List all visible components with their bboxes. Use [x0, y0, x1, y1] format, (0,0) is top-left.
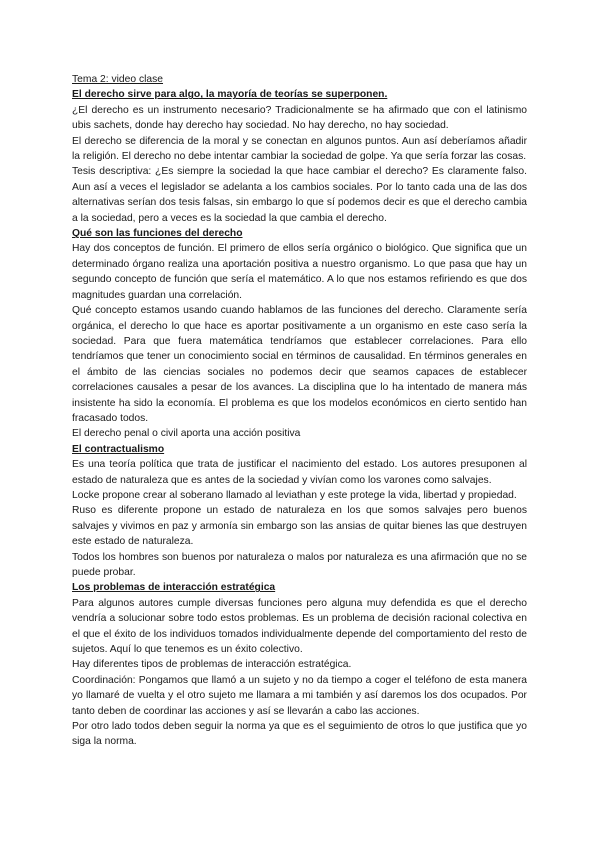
document-page — [72, 72, 527, 750]
section-heading: El contractualismo — [72, 443, 165, 455]
paragraph: Para algunos autores cumple diversas funciones pero alguna muy defendida es que el derecho vendría a solucionar sobre todo estos problemas. Es un problema de decisión racional colectiva en el que el éxito de los individuos tomados individualmente depende del comportamiento del resto de sujetos. Aquí lo que tenemos es un éxito colectivo. — [72, 597, 527, 656]
paragraph: Hay diferentes tipos de problemas de interacción estratégica. — [72, 659, 352, 671]
paragraph: Por otro lado todos deben seguir la norma ya que es el seguimiento de otros lo que justifica que yo siga la norma. — [72, 721, 527, 748]
section-heading: Los problemas de interacción estratégica — [72, 582, 276, 594]
paragraph: El derecho se diferencia de la moral y se conectan en algunos puntos. Aun así deberíamos añadir la religión. El derecho no debe intentar cambiar la sociedad de golpe. Ya que sería forzar las cosas. — [72, 135, 527, 163]
topic-title: Tema 2: video clase — [72, 74, 164, 85]
paragraph: Hay dos conceptos de función. El primero de ellos sería orgánico o biológico. Que significa que un determinado órgano realiza una aportación positiva a nuestro organismo. Lo que pasa que hay un segundo concepto de función que sería el matemático. A lo que nos estamos refiriendo es que dos magnitudes guardan una correlación. — [72, 243, 527, 301]
paragraph: Coordinación: Pongamos que llamó a un sujeto y no da tiempo a coger el teléfono de esta manera yo llamaré de vuelta y el otro sujeto me llamara a mi también y así daremos los dos ocupados. Por tanto deben de coordinar las acciones y así se llevarán a cabo las acciones. — [72, 674, 527, 717]
paragraph: Qué concepto estamos usando cuando hablamos de las funciones del derecho. Claramente sería orgánica, el derecho lo que hace es aportar positivamente a un organismo en este caso sería la sociedad. Para que fuera matemática tendríamos que establecer correlaciones. Para ello tendríamos que tener un conocimiento social en términos de causalidad. En términos generales en el ámbito de las ciencias sociales no podemos decir que seamos capaces de establecer correlaciones causales a pesar de los avances. La disciplina que lo ha intentado de manera más insistente ha sido la economía. El problema es que los modelos económicos en cierto sentido han fracasado todos. — [72, 305, 527, 424]
paragraph: Ruso es diferente propone un estado de naturaleza en los que somos salvajes pero buenos salvajes y vivimos en paz y armonía sin embargo son las ansias de quitar bienes las que destruyen este estado de naturaleza. — [72, 505, 527, 548]
section-heading: Qué son las funciones del derecho — [72, 228, 243, 240]
section-heading: El derecho sirve para algo, la mayoría de teorías se superponen. — [72, 89, 388, 101]
paragraph: Tesis descriptiva: ¿Es siempre la sociedad la que hace cambiar el derecho? Es claramente falso. Aun así a veces el legislador se adelanta a los cambios sociales. Por lo tanto cada una de las dos alternativas serían dos tesis falsas, sin embargo lo que sí podemos decir es que el derecho cambia a la sociedad, pero a veces es la sociedad la que cambia el derecho. — [72, 166, 527, 224]
paragraph: Todos los hombres son buenos por naturaleza o malos por naturaleza es una afirmación que no se puede probar. — [72, 551, 527, 578]
paragraph: ¿El derecho es un instrumento necesario? Tradicionalmente se ha afirmado que con el latinismo ubis sachets, donde hay derecho hay sociedad. No hay derecho, no hay sociedad. — [72, 104, 527, 132]
paragraph: Es una teoría política que trata de justificar el nacimiento del estado. Los autores presuponen al estado de naturaleza que es antes de la sociedad y vivían como los varones como salvajes. — [72, 459, 527, 486]
paragraph: El derecho penal o civil aporta una acción positiva — [72, 428, 301, 440]
paragraph: Locke propone crear al soberano llamado al leviathan y este protege la vida, libertad y propiedad. — [72, 489, 517, 501]
